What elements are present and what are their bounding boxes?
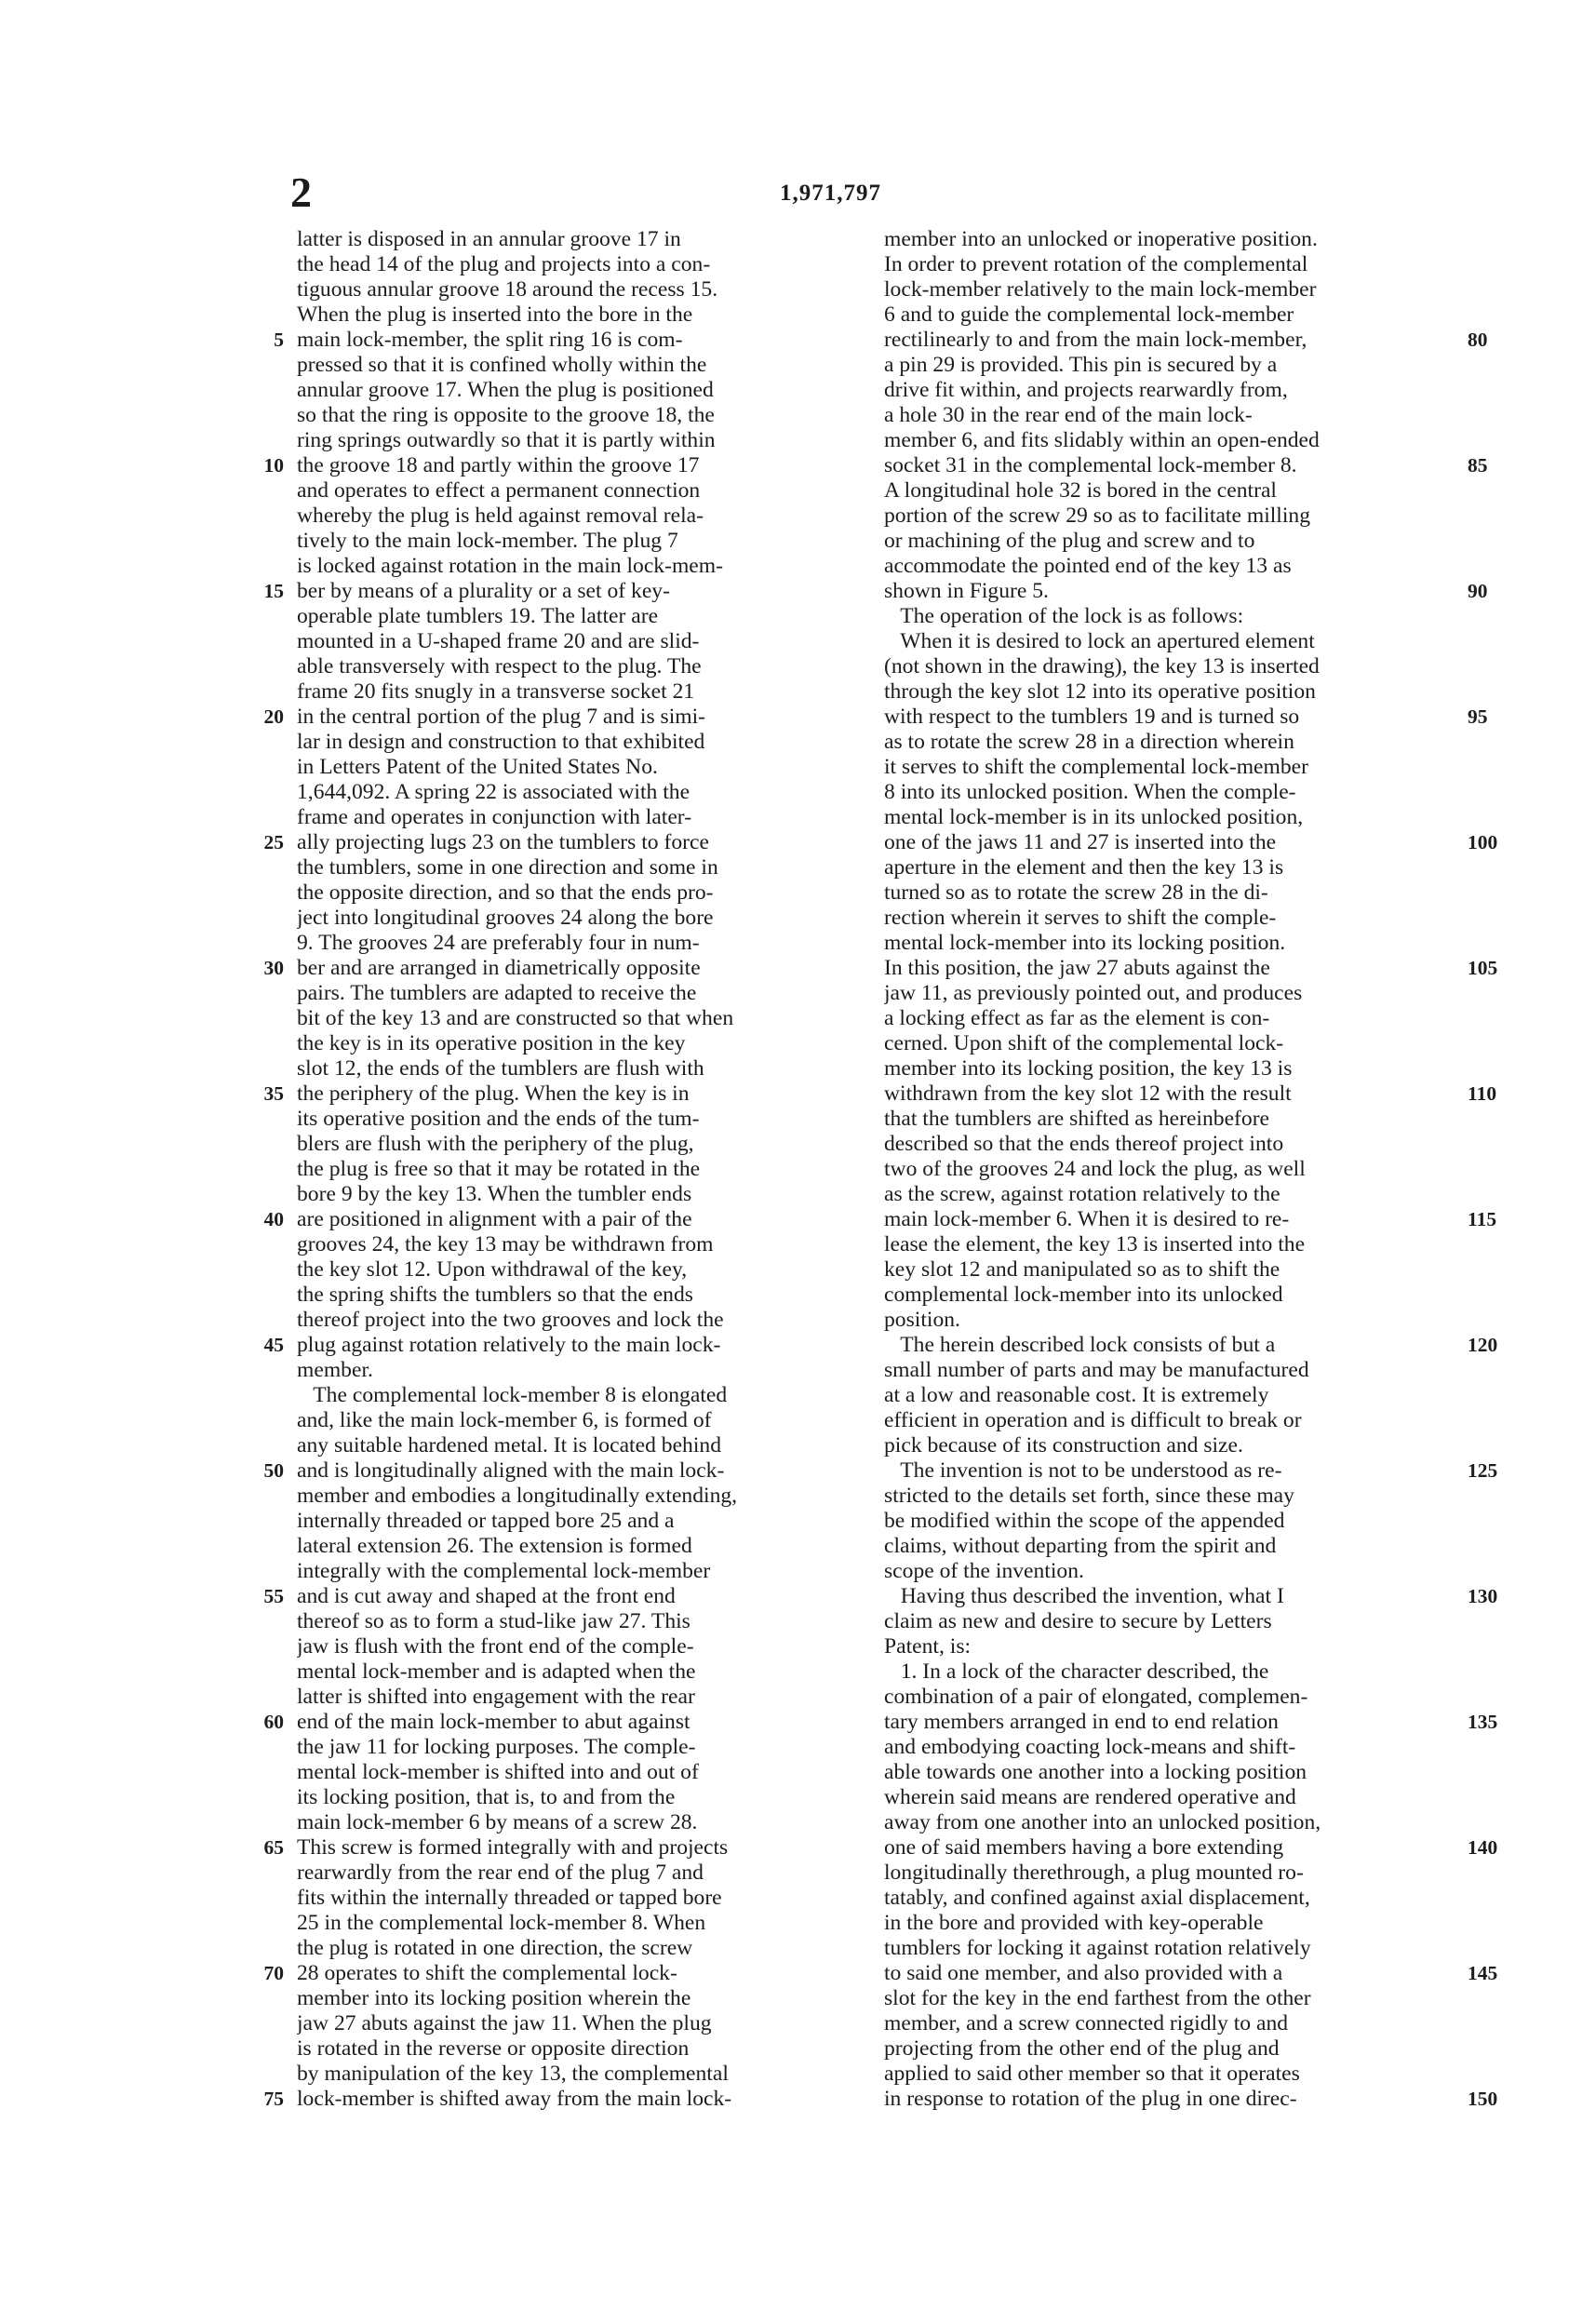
text-line: able towards one another into a locking position <box>884 1760 1307 1784</box>
text-line: shown in Figure 5. <box>884 579 1049 603</box>
line-number: 10 <box>263 454 284 477</box>
line-number: 55 <box>263 1585 284 1607</box>
text-line: latter is shifted into engagement with the rear <box>297 1685 695 1709</box>
text-line: pairs. The tumblers are adapted to receive the <box>297 981 697 1005</box>
text-line: slot for the key in the end farthest from the other <box>884 1986 1311 2010</box>
text-line: be modified within the scope of the appended <box>884 1509 1285 1533</box>
text-line: When it is desired to lock an apertured element <box>884 629 1315 653</box>
text-line: wherein said means are rendered operative and <box>884 1785 1296 1809</box>
text-line: 6 and to guide the complemental lock-member <box>884 302 1294 327</box>
line-number: 115 <box>1468 1208 1497 1230</box>
left-text-column <box>297 227 869 2112</box>
text-line: a hole 30 in the rear end of the main lock- <box>884 403 1253 427</box>
text-line: rection wherein it serves to shift the comple- <box>884 906 1277 930</box>
text-line: so that the ring is opposite to the groove 18, the <box>297 403 715 427</box>
text-line: 28 operates to shift the complemental lock- <box>297 1961 677 1985</box>
line-number: 150 <box>1468 2088 1498 2110</box>
text-line: main lock-member 6. When it is desired to re- <box>884 1207 1290 1231</box>
line-number: 30 <box>263 957 284 979</box>
text-line: The complemental lock-member 8 is elongated <box>297 1383 728 1407</box>
text-line: The herein described lock consists of but a <box>884 1333 1276 1357</box>
line-number: 60 <box>263 1711 284 1733</box>
text-line: Having thus described the invention, what I <box>884 1584 1284 1608</box>
text-line: ject into longitudinal grooves 24 along the bore <box>297 906 714 930</box>
text-line: small number of parts and may be manufactured <box>884 1358 1309 1382</box>
text-line: mental lock-member is shifted into and out of <box>297 1760 699 1784</box>
line-number: 110 <box>1468 1082 1497 1105</box>
text-line: is locked against rotation in the main lock-mem- <box>297 554 723 578</box>
line-number: 95 <box>1468 705 1488 728</box>
text-line: bit of the key 13 and are constructed so that when <box>297 1006 734 1030</box>
text-line: claim as new and desire to secure by Letters <box>884 1609 1272 1633</box>
text-line: the tumblers, some in one direction and some in <box>297 855 718 880</box>
text-line: projecting from the other end of the plug and <box>884 2036 1280 2061</box>
line-number: 45 <box>263 1334 284 1356</box>
text-line: annular groove 17. When the plug is positioned <box>297 378 714 402</box>
text-line: grooves 24, the key 13 may be withdrawn from <box>297 1232 714 1256</box>
text-line: thereof project into the two grooves and lock the <box>297 1308 724 1332</box>
text-line: In this position, the jaw 27 abuts against the <box>884 956 1270 980</box>
text-line: a locking effect as far as the element is con- <box>884 1006 1270 1030</box>
text-line: 25 in the complemental lock-member 8. When <box>297 1911 706 1935</box>
text-line: the head 14 of the plug and projects into a con- <box>297 252 711 276</box>
text-line: the periphery of the plug. When the key is in <box>297 1081 690 1106</box>
text-line: the key slot 12. Upon withdrawal of the key, <box>297 1257 688 1282</box>
text-line: member, and a screw connected rigidly to and <box>884 2011 1289 2035</box>
text-line: the plug is free so that it may be rotated in the <box>297 1157 701 1181</box>
text-line: fits within the internally threaded or tapped bore <box>297 1886 722 1910</box>
right-text-column <box>884 227 1456 2112</box>
line-number: 100 <box>1468 831 1498 853</box>
text-line: by manipulation of the key 13, the complemental <box>297 2062 729 2086</box>
text-line: key slot 12 and manipulated so as to shift the <box>884 1257 1280 1282</box>
text-line: member into an unlocked or inoperative position. <box>884 227 1318 251</box>
text-line: 9. The grooves 24 are preferably four in num- <box>297 931 700 955</box>
text-line: aperture in the element and then the key 13 is <box>884 855 1284 880</box>
line-number: 135 <box>1468 1711 1498 1733</box>
text-line: ber by means of a plurality or a set of key- <box>297 579 670 603</box>
text-line: and is longitudinally aligned with the main lock- <box>297 1458 725 1483</box>
text-line: and embodying coacting lock-means and shift- <box>884 1735 1296 1759</box>
text-line: position. <box>884 1308 960 1332</box>
text-line: that the tumblers are shifted as hereinbefore <box>884 1107 1270 1131</box>
text-line: pick because of its construction and size. <box>884 1433 1243 1458</box>
line-number: 130 <box>1468 1585 1498 1607</box>
text-line: member. <box>297 1358 373 1382</box>
text-line: jaw 27 abuts against the jaw 11. When the plug <box>297 2011 712 2035</box>
text-line: claims, without departing from the spirit and <box>884 1534 1277 1558</box>
text-line: 1,644,092. A spring 22 is associated with the <box>297 780 690 804</box>
text-line: and is cut away and shaped at the front end <box>297 1584 676 1608</box>
text-line: in the central portion of the plug 7 and is simi- <box>297 705 706 729</box>
text-line: 1. In a lock of the character described, the <box>884 1659 1269 1684</box>
text-line: a pin 29 is provided. This pin is secured by a <box>884 353 1278 377</box>
text-line: integrally with the complemental lock-member <box>297 1559 711 1583</box>
text-line: its operative position and the ends of the tum- <box>297 1107 700 1131</box>
text-line: described so that the ends thereof project into <box>884 1132 1284 1156</box>
text-line: A longitudinal hole 32 is bored in the central <box>884 478 1277 503</box>
text-line: mounted in a U-shaped frame 20 and are slid- <box>297 629 700 653</box>
text-line: combination of a pair of elongated, complemen- <box>884 1685 1308 1709</box>
line-number: 70 <box>263 1962 284 1984</box>
line-number: 15 <box>263 580 284 602</box>
text-line: main lock-member 6 by means of a screw 28. <box>297 1810 698 1834</box>
text-line: in response to rotation of the plug in one direc- <box>884 2087 1297 2111</box>
line-number: 35 <box>263 1082 284 1105</box>
text-line: Patent, is: <box>884 1634 972 1659</box>
text-line: end of the main lock-member to abut against <box>297 1710 690 1734</box>
text-line: tumblers for locking it against rotation relatively <box>884 1936 1311 1960</box>
text-line: blers are flush with the periphery of the plug, <box>297 1132 694 1156</box>
text-line: frame 20 fits snugly in a transverse socket 21 <box>297 679 695 704</box>
line-number: 140 <box>1468 1836 1498 1859</box>
text-line: plug against rotation relatively to the main lock- <box>297 1333 721 1357</box>
line-number: 5 <box>274 329 284 351</box>
text-line: in the bore and provided with key-operable <box>884 1911 1264 1935</box>
text-line: accommodate the pointed end of the key 13 as <box>884 554 1292 578</box>
text-line: are positioned in alignment with a pair of the <box>297 1207 692 1231</box>
text-line: tively to the main lock-member. The plug 7 <box>297 529 678 553</box>
text-line: as to rotate the screw 28 in a direction wherein <box>884 730 1294 754</box>
text-line: the groove 18 and partly within the groove 17 <box>297 453 700 477</box>
text-line: lar in design and construction to that exhibited <box>297 730 705 754</box>
text-line: the opposite direction, and so that the ends pro- <box>297 880 714 905</box>
text-line: The invention is not to be understood as re- <box>884 1458 1282 1483</box>
text-line: The operation of the lock is as follows: <box>884 604 1244 628</box>
line-number: 105 <box>1468 957 1498 979</box>
text-line: ber and are arranged in diametrically opposite <box>297 956 701 980</box>
text-line: tary members arranged in end to end relation <box>884 1710 1279 1734</box>
text-line: stricted to the details set forth, since these may <box>884 1484 1294 1508</box>
text-line: portion of the screw 29 so as to facilitate milling <box>884 504 1311 528</box>
text-line: to said one member, and also provided with a <box>884 1961 1283 1985</box>
line-number: 120 <box>1468 1334 1498 1356</box>
text-line: rearwardly from the rear end of the plug 7 and <box>297 1861 704 1885</box>
text-line: mental lock-member is in its unlocked position, <box>884 805 1304 829</box>
text-line: through the key slot 12 into its operative position <box>884 679 1316 704</box>
text-line: one of the jaws 11 and 27 is inserted into the <box>884 830 1277 854</box>
text-line: operable plate tumblers 19. The latter are <box>297 604 659 628</box>
text-line: ally projecting lugs 23 on the tumblers to force <box>297 830 709 854</box>
text-line: lock-member relatively to the main lock-member <box>884 277 1317 302</box>
text-line: jaw is flush with the front end of the comple- <box>297 1634 694 1659</box>
text-line: as the screw, against rotation relatively to the <box>884 1182 1280 1206</box>
line-number: 85 <box>1468 454 1488 477</box>
text-line: lock-member is shifted away from the main lock- <box>297 2087 732 2111</box>
text-line: one of said members having a bore extending <box>884 1835 1284 1860</box>
line-number: 25 <box>263 831 284 853</box>
line-number: 125 <box>1468 1459 1498 1482</box>
text-line: thereof so as to form a stud-like jaw 27. This <box>297 1609 690 1633</box>
text-line: (not shown in the drawing), the key 13 is inserted <box>884 654 1320 678</box>
text-line: scope of the invention. <box>884 1559 1084 1583</box>
text-line: applied to said other member so that it operates <box>884 2062 1300 2086</box>
text-line: jaw 11, as previously pointed out, and produces <box>884 981 1303 1005</box>
text-line: cerned. Upon shift of the complemental lock- <box>884 1031 1284 1055</box>
text-line: 8 into its unlocked position. When the comple- <box>884 780 1296 804</box>
line-number: 80 <box>1468 329 1488 351</box>
text-line: the spring shifts the tumblers so that the ends <box>297 1283 693 1307</box>
text-line: away from one another into an unlocked position, <box>884 1810 1321 1834</box>
text-line: latter is disposed in an annular groove 17 in <box>297 227 681 251</box>
text-line: member 6, and fits slidably within an open-ended <box>884 428 1320 452</box>
text-line: member into its locking position wherein the <box>297 1986 691 2010</box>
text-line: drive fit within, and projects rearwardly from, <box>884 378 1288 402</box>
text-line: lease the element, the key 13 is inserted into the <box>884 1232 1306 1256</box>
text-line: and, like the main lock-member 6, is formed of <box>297 1408 712 1432</box>
text-line: the key is in its operative position in the key <box>297 1031 686 1055</box>
patent-number: 1,971,797 <box>780 181 881 206</box>
text-line: turned so as to rotate the screw 28 in the di- <box>884 880 1268 905</box>
text-line: slot 12, the ends of the tumblers are flush with <box>297 1056 704 1081</box>
text-line: tatably, and confined against axial displacement, <box>884 1886 1310 1910</box>
text-line: any suitable hardened metal. It is located behind <box>297 1433 721 1458</box>
text-line: main lock-member, the split ring 16 is com- <box>297 328 683 352</box>
line-number: 75 <box>263 2088 284 2110</box>
text-line: the jaw 11 for locking purposes. The comple- <box>297 1735 696 1759</box>
text-line: efficient in operation and is difficult to break or <box>884 1408 1302 1432</box>
text-line: and operates to effect a permanent connection <box>297 478 701 503</box>
text-line: ring springs outwardly so that it is partly within <box>297 428 716 452</box>
text-line: two of the grooves 24 and lock the plug, as well <box>884 1157 1306 1181</box>
line-number: 40 <box>263 1208 284 1230</box>
text-line: its locking position, that is, to and from the <box>297 1785 676 1809</box>
text-line: whereby the plug is held against removal rela- <box>297 504 704 528</box>
text-line: complemental lock-member into its unlocked <box>884 1283 1283 1307</box>
line-number: 145 <box>1468 1962 1498 1984</box>
text-line: This screw is formed integrally with and projects <box>297 1835 729 1860</box>
text-line: it serves to shift the complemental lock-member <box>884 755 1309 779</box>
text-line: pressed so that it is confined wholly within the <box>297 353 707 377</box>
text-line: able transversely with respect to the plug. The <box>297 654 702 678</box>
text-line: withdrawn from the key slot 12 with the result <box>884 1081 1292 1106</box>
text-line: the plug is rotated in one direction, the screw <box>297 1936 693 1960</box>
page-number: 2 <box>290 168 312 216</box>
text-line: In order to prevent rotation of the complemental <box>884 252 1308 276</box>
text-line: in Letters Patent of the United States No. <box>297 755 658 779</box>
text-line: member and embodies a longitudinally extending, <box>297 1484 738 1508</box>
text-line: or machining of the plug and screw and to <box>884 529 1255 553</box>
text-line: member into its locking position, the key 13 is <box>884 1056 1293 1081</box>
text-line: at a low and reasonable cost. It is extremely <box>884 1383 1269 1407</box>
text-line: frame and operates in conjunction with later- <box>297 805 692 829</box>
line-number: 90 <box>1468 580 1488 602</box>
text-line: rectilinearly to and from the main lock-member, <box>884 328 1307 352</box>
text-line: longitudinally therethrough, a plug mounted ro- <box>884 1861 1304 1885</box>
line-number: 65 <box>263 1836 284 1859</box>
text-line: mental lock-member and is adapted when the <box>297 1659 696 1684</box>
text-line: lateral extension 26. The extension is formed <box>297 1534 692 1558</box>
text-line: bore 9 by the key 13. When the tumbler ends <box>297 1182 692 1206</box>
text-line: mental lock-member into its locking position. <box>884 931 1286 955</box>
text-line: is rotated in the reverse or opposite direction <box>297 2036 690 2061</box>
text-line: tiguous annular groove 18 around the recess 15. <box>297 277 718 302</box>
text-line: socket 31 in the complemental lock-member 8. <box>884 453 1297 477</box>
text-line: When the plug is inserted into the bore in the <box>297 302 693 327</box>
text-line: with respect to the tumblers 19 and is turned so <box>884 705 1300 729</box>
line-number: 50 <box>263 1459 284 1482</box>
line-number: 20 <box>263 705 284 728</box>
text-line: internally threaded or tapped bore 25 and a <box>297 1509 675 1533</box>
